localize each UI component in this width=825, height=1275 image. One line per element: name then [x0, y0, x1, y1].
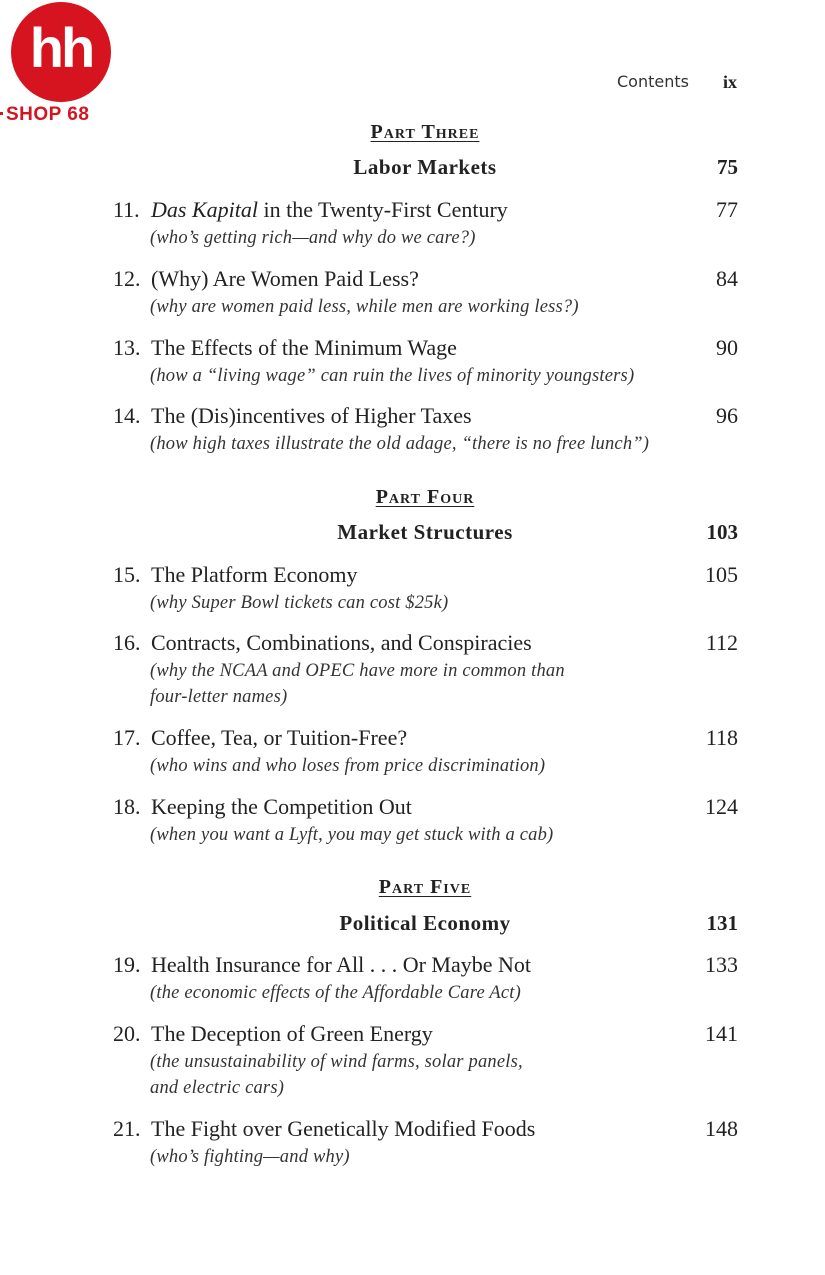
- chapter-title: Keeping the Competition Out: [151, 794, 412, 819]
- chapter-title: Contracts, Combinations, and Conspiracies: [151, 630, 532, 655]
- chapter-title-rest: in the Twenty-First Century: [257, 197, 508, 222]
- chapter-number: 17.: [113, 725, 141, 750]
- part-three-label: Part Three: [370, 121, 480, 143]
- logo-mark: hh: [29, 16, 93, 79]
- chapter-page: 124: [705, 794, 738, 819]
- chapter-number: 20.: [113, 1021, 141, 1046]
- part-three-page: 75: [717, 155, 738, 179]
- running-head-label: Contents: [617, 72, 689, 91]
- chapter-title: The Effects of the Minimum Wage: [151, 335, 457, 360]
- part-five-title: Political Economy: [339, 911, 511, 935]
- chapter-title: The Platform Economy: [151, 562, 358, 587]
- part-five-label: Part Five: [378, 876, 472, 898]
- chapter-title: The (Dis)incentives of Higher Taxes: [151, 403, 472, 428]
- chapter-number: 15.: [113, 562, 141, 587]
- logo-text: SHOP 68: [6, 104, 90, 125]
- part-four-title: Market Structures: [337, 520, 513, 544]
- chapter-subtitle: (how a “living wage” can ruin the lives of minority youngsters): [150, 366, 635, 386]
- chapter-subtitle: (who’s fighting—and why): [150, 1147, 350, 1167]
- chapter-page: 118: [705, 725, 738, 750]
- chapter-subtitle: [150, 1049, 523, 1101]
- chapter-title: (Why) Are Women Paid Less?: [151, 266, 419, 291]
- chapter-page: 105: [705, 562, 738, 587]
- chapter-subtitle-line: (the unsustainability of wind farms, solar panels,: [150, 1052, 523, 1072]
- part-five-page: 131: [706, 911, 738, 935]
- running-head: [600, 72, 740, 94]
- chapter-page: 141: [705, 1021, 738, 1046]
- chapter-subtitle: (why are women paid less, while men are working less?): [150, 297, 579, 317]
- chapter-subtitle-line: and electric cars): [150, 1078, 285, 1098]
- chapter-subtitle-line: (why the NCAA and OPEC have more in common than: [150, 661, 565, 681]
- part-four-page: 103: [706, 520, 738, 544]
- running-head-page-number: ix: [722, 72, 737, 92]
- chapter-number: 11.: [113, 197, 140, 222]
- chapter-number: 21.: [113, 1116, 141, 1141]
- chapter-title: Health Insurance for All . . . Or Maybe Not: [151, 952, 532, 977]
- chapter-page: 77: [716, 197, 738, 222]
- part-four-label: Part Four: [375, 486, 475, 508]
- chapter-page: 148: [705, 1116, 738, 1141]
- chapter-page: 112: [705, 630, 738, 655]
- chapter-title: [151, 197, 508, 223]
- chapter-subtitle: (how high taxes illustrate the old adage, “there is no free lunch”): [150, 434, 650, 454]
- logo-circle-icon: [11, 2, 111, 102]
- chapter-subtitle: (who’s getting rich—and why do we care?): [150, 228, 476, 248]
- chapter-page: 84: [716, 266, 738, 291]
- chapter-subtitle: (why Super Bowl tickets can cost $25k): [150, 593, 449, 613]
- chapter-title: Coffee, Tea, or Tuition-Free?: [151, 725, 408, 750]
- chapter-page: 133: [705, 952, 738, 977]
- chapter-page: 96: [716, 403, 738, 428]
- chapter-title: The Deception of Green Energy: [151, 1021, 433, 1046]
- chapter-title-italic: Das Kapital: [151, 197, 258, 222]
- chapter-title: The Fight over Genetically Modified Foods: [151, 1116, 536, 1141]
- chapter-subtitle: [150, 658, 565, 710]
- chapter-number: 13.: [113, 335, 141, 360]
- chapter-number: 12.: [113, 266, 141, 291]
- shop-logo: [0, 0, 120, 125]
- chapter-subtitle: (who wins and who loses from price discrimination): [150, 756, 546, 776]
- chapter-number: 16.: [113, 630, 141, 655]
- logo-edge-mark: [0, 112, 3, 115]
- chapter-subtitle-line: four-letter names): [150, 687, 288, 707]
- chapter-number: 14.: [113, 403, 141, 428]
- chapter-number: 19.: [113, 952, 141, 977]
- chapter-number: 18.: [113, 794, 141, 819]
- chapter-page: 90: [716, 335, 738, 360]
- chapter-subtitle: (the economic effects of the Affordable Care Act): [150, 983, 521, 1003]
- chapter-subtitle: (when you want a Lyft, you may get stuck with a cab): [150, 825, 554, 845]
- part-three-title: Labor Markets: [353, 155, 497, 179]
